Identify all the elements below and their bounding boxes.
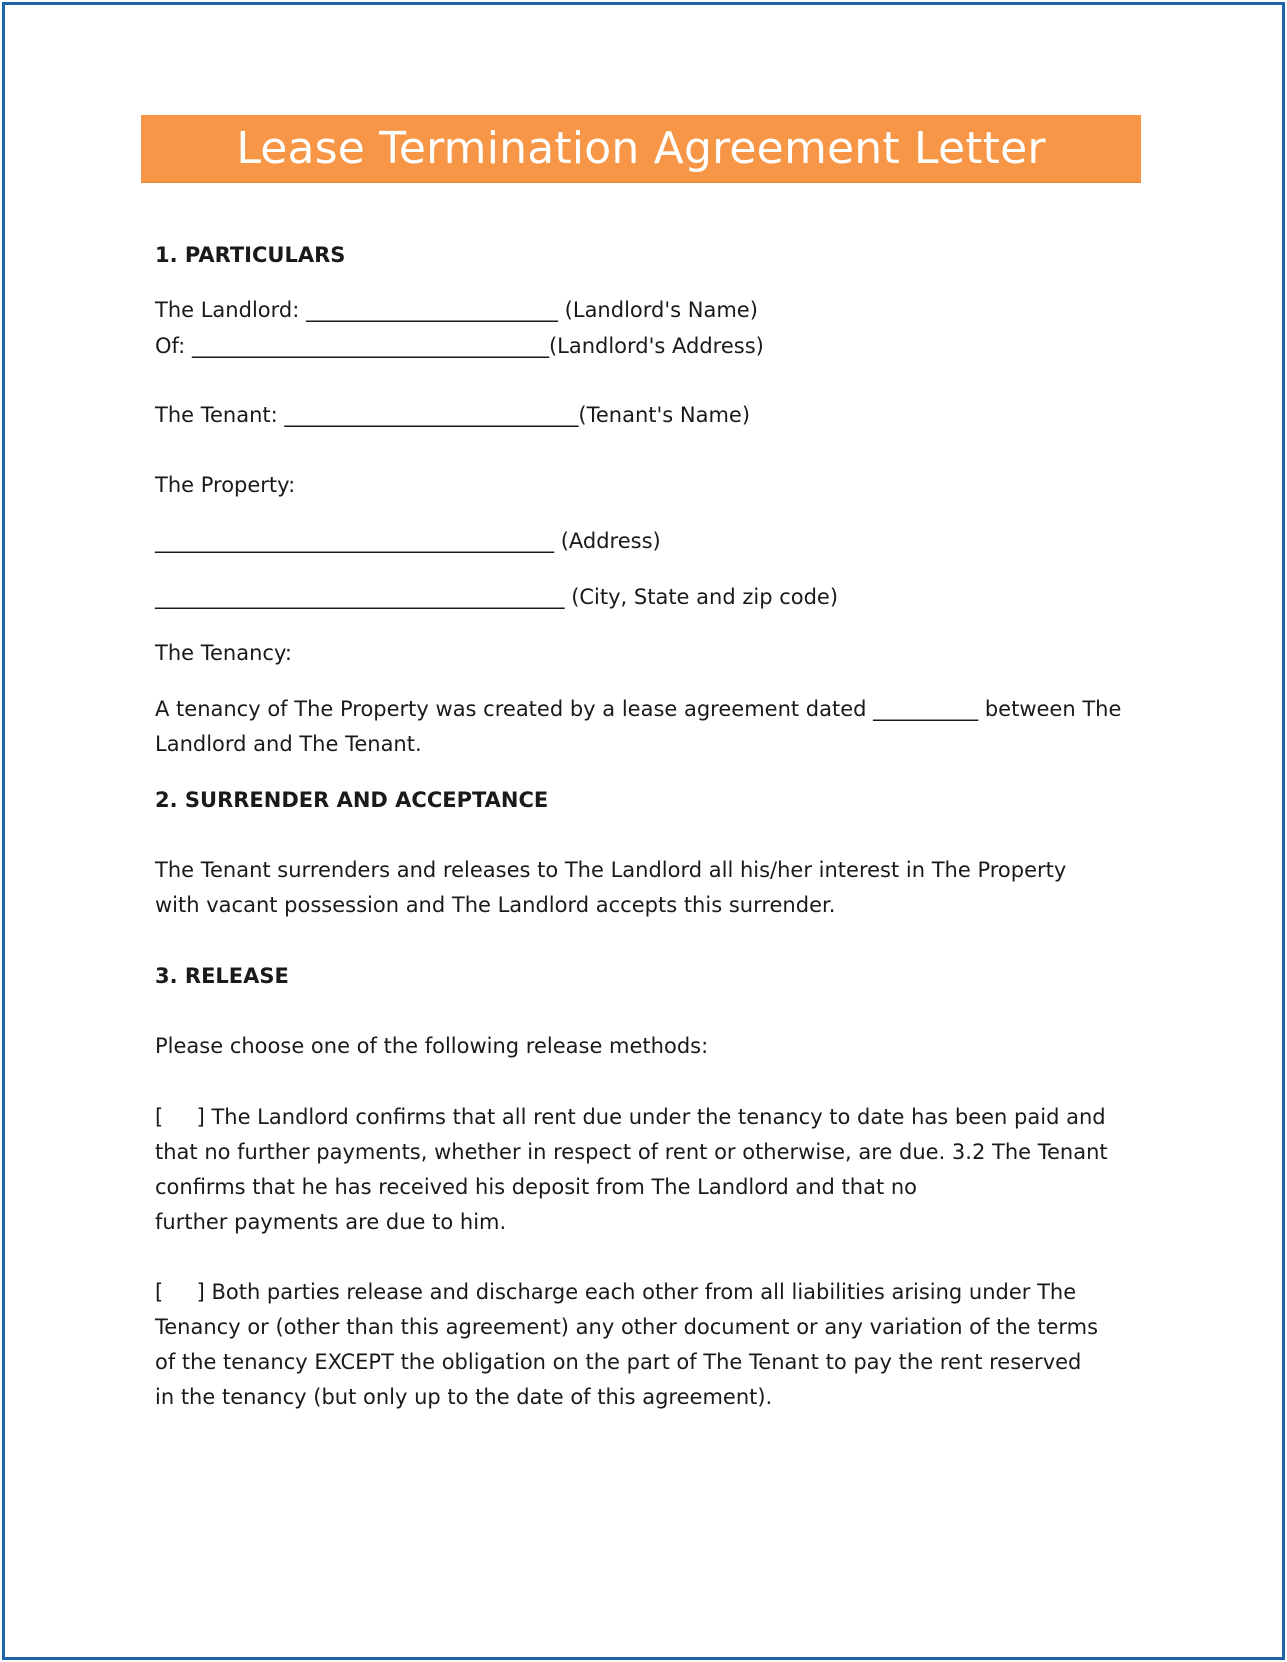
release-option-1-line3: confirms that he has received his deposit from The Landlord and that no <box>155 1175 918 1199</box>
section-heading-surrender: 2. SURRENDER AND ACCEPTANCE <box>155 788 549 812</box>
landlord-address-hint: (Landlord's Address) <box>548 334 764 358</box>
surrender-paragraph-line1: The Tenant surrenders and releases to The Landlord all his/her interest in The Property <box>155 858 1067 882</box>
landlord-label: The Landlord: <box>155 298 300 322</box>
property-city-blank[interactable]: _______________________________________ <box>155 585 565 609</box>
tenancy-text-a: A tenancy of The Property was created by a lease agreement dated <box>155 697 867 721</box>
section-heading-release: 3. RELEASE <box>155 964 289 988</box>
tenant-name-blank[interactable]: ____________________________ <box>284 403 579 427</box>
tenant-name-line <box>155 398 750 433</box>
landlord-name-line <box>155 293 758 328</box>
landlord-name-hint: (Landlord's Name) <box>564 298 758 322</box>
release-option-1-line2: that no further payments, whether in respect of rent or otherwise, are due. 3.2 The Tenant <box>155 1140 1108 1164</box>
property-address-hint: (Address) <box>560 529 661 553</box>
release-option-2-line2: Tenancy or (other than this agreement) any other document or any variation of the terms <box>155 1315 1099 1339</box>
tenancy-text-b: between The <box>984 697 1122 721</box>
release-option-2-line4: in the tenancy (but only up to the date of this agreement). <box>155 1385 773 1409</box>
surrender-paragraph-line2: with vacant possession and The Landlord accepts this surrender. <box>155 893 836 917</box>
release-option-2-text: Both parties release and discharge each other from all liabilities arising under The <box>211 1280 1077 1304</box>
of-label: Of: <box>155 334 186 358</box>
landlord-address-blank[interactable]: __________________________________ <box>191 334 549 358</box>
lease-date-blank[interactable]: __________ <box>873 697 979 721</box>
release-option-2-line3: of the tenancy EXCEPT the obligation on the part of The Tenant to pay the rent reserved <box>155 1350 1082 1374</box>
title-banner <box>141 115 1141 182</box>
tenancy-paragraph-line1 <box>155 692 1121 727</box>
property-address-blank[interactable]: ______________________________________ <box>155 529 554 553</box>
release-intro: Please choose one of the following release methods: <box>155 1034 709 1058</box>
property-city-line <box>155 580 838 615</box>
tenant-label: The Tenant: <box>155 403 278 427</box>
release-option-1-text: The Landlord confirms that all rent due under the tenancy to date has been paid and <box>211 1105 1106 1129</box>
release-option-1-line4: further payments are due to him. <box>155 1210 507 1234</box>
section-heading-particulars: 1. PARTICULARS <box>155 243 346 267</box>
release-option-2-line1 <box>155 1275 1076 1310</box>
page-title: Lease Termination Agreement Letter <box>236 123 1046 174</box>
property-address-line <box>155 524 661 559</box>
property-label: The Property: <box>155 473 296 497</box>
release-option-1-checkbox[interactable]: [ ] <box>155 1105 205 1129</box>
property-city-hint: (City, State and zip code) <box>571 585 839 609</box>
tenancy-paragraph-line2: Landlord and The Tenant. <box>155 732 422 756</box>
tenant-name-hint: (Tenant's Name) <box>578 403 751 427</box>
landlord-name-blank[interactable]: ________________________ <box>305 298 558 322</box>
landlord-address-line <box>155 329 764 364</box>
release-option-1-line1 <box>155 1100 1106 1135</box>
tenancy-label: The Tenancy: <box>155 641 292 665</box>
release-option-2-checkbox[interactable]: [ ] <box>155 1280 205 1304</box>
